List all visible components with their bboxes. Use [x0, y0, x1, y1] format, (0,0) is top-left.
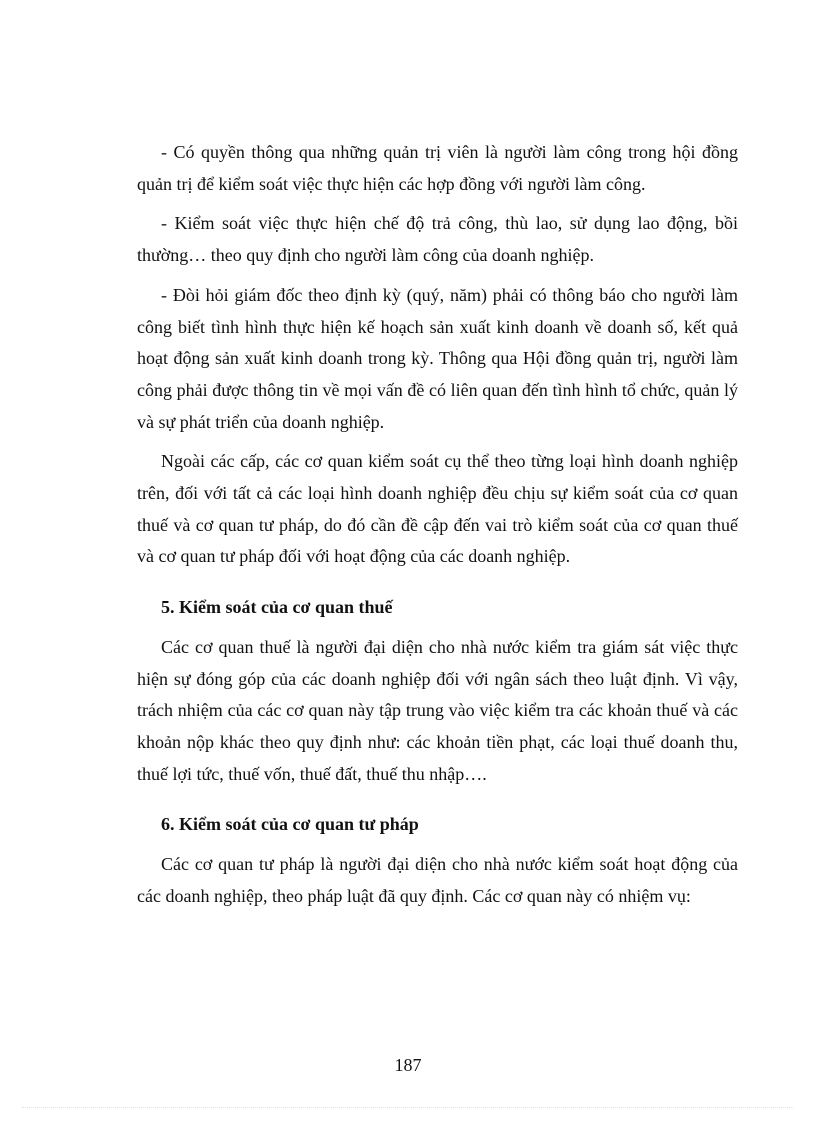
section-heading-judicial-control: 6. Kiểm soát của cơ quan tư pháp: [161, 814, 419, 835]
paragraph-wage-control: - Kiểm soát việc thực hiện chế độ trả công, thù lao, sử dụng lao động, bồi thường… theo quy định cho người làm công của doanh nghiệp.: [137, 213, 738, 266]
paragraph-director-reporting: - Đòi hỏi giám đốc theo định kỳ (quý, năm) phải có thông báo cho người làm công biết tình hình thực hiện kế hoạch sản xuất kinh doanh về doanh số, kết quả hoạt động sản xuất kinh doanh trong kỳ. Thông qua Hội đồng quản trị, người làm công phải được thông tin về mọi vấn đề có liên quan đến tình hình tổ chức, quản lý và sự phát triển của doanh nghiệp.: [137, 284, 738, 432]
section-heading-tax-control: 5. Kiểm soát của cơ quan thuế: [161, 597, 393, 618]
footer-divider: [22, 1107, 794, 1108]
paragraph-general-control: Ngoài các cấp, các cơ quan kiểm soát cụ thể theo từng loại hình doanh nghiệp trên, đối với tất cả các loại hình doanh nghiệp đều chịu sự kiểm soát của cơ quan thuế và cơ quan tư pháp, do đó cần đề cập đến vai trò kiểm soát của cơ quan thuế và cơ quan tư pháp đối với hoạt động của các doanh nghiệp.: [137, 451, 738, 567]
paragraph-tax-control: Các cơ quan thuế là người đại diện cho nhà nước kiểm tra giám sát việc thực hiện sự đóng góp của các doanh nghiệp đối với ngân sách theo luật định. Vì vậy, trách nhiệm của các cơ quan này tập trung vào việc kiểm tra các khoản thuế và các khoản nộp khác theo quy định như: các khoản tiền phạt, các loại thuế doanh thu, thuế lợi tức, thuế vốn, thuế đất, thuế thu nhập….: [137, 636, 738, 784]
page-body: [137, 137, 738, 912]
page-number: 187: [394, 1055, 422, 1075]
paragraph-shareholder-rights: - Có quyền thông qua những quản trị viên là người làm công trong hội đồng quản trị để kiểm soát việc thực hiện các hợp đồng với người làm công.: [137, 142, 738, 194]
paragraph-judicial-control: Các cơ quan tư pháp là người đại diện cho nhà nước kiểm soát hoạt động của các doanh nghiệp, theo pháp luật đã quy định. Các cơ quan này có nhiệm vụ:: [137, 854, 738, 906]
